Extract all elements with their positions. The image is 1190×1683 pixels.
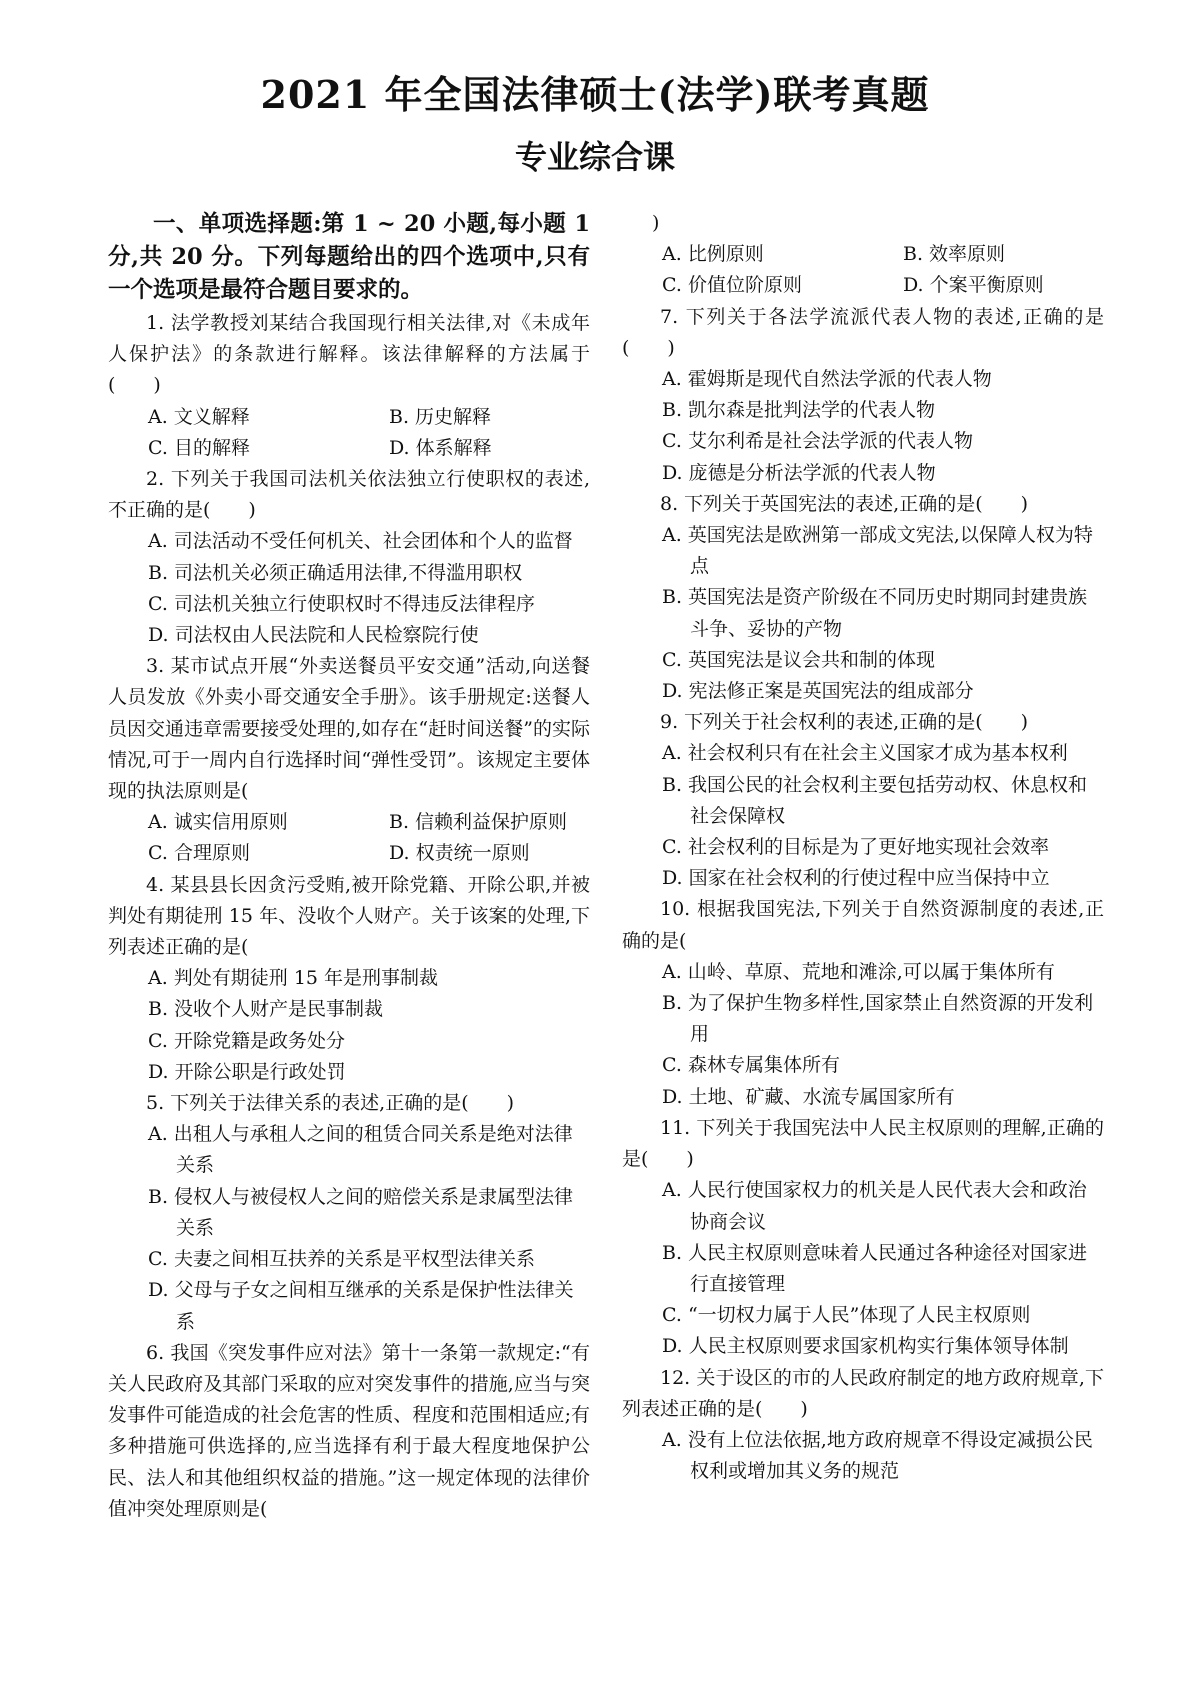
question-9 — [622, 707, 1104, 894]
question-8 — [622, 489, 1104, 707]
option-a[interactable]: A. 出租人与承租人之间的租赁合同关系是绝对法律关系 — [148, 1123, 573, 1177]
option-c[interactable]: C. 开除党籍是政务处分 — [148, 1029, 345, 1052]
question-stem: 12. 关于设区的市的人民政府制定的地方政府规章,下列表述正确的是( ) — [622, 1366, 1104, 1420]
option-c[interactable]: C. 合理原则 — [148, 842, 250, 865]
question-10 — [622, 894, 1104, 1112]
option-d[interactable]: D. 庞德是分析法学派的代表人物 — [662, 461, 936, 484]
question-stem: 9. 下列关于社会权利的表述,正确的是( ) — [660, 711, 1029, 734]
option-b[interactable]: B. 信赖利益保护原则 — [389, 811, 568, 834]
options-row — [108, 402, 590, 433]
option-c[interactable]: C. 艾尔利希是社会法学派的代表人物 — [662, 430, 973, 453]
question-6 — [108, 1338, 590, 1525]
option-d[interactable]: D. 国家在社会权利的行使过程中应当保持中立 — [662, 867, 1050, 890]
question-stem: 3. 某市试点开展“外卖送餐员平安交通”活动,向送餐人员发放《外卖小哥交通安全手册》。该手册规定:送餐人员因交通违章需要接受处理的,如存在“赶时间送餐”的实际情况,可于一周内自行选择时间“弹性受罚”。该规定主要体现的执法原则是( — [108, 655, 590, 803]
option-a[interactable]: A. 司法活动不受任何机关、社会团体和个人的监督 — [148, 530, 573, 553]
option-a[interactable]: A. 文义解释 — [148, 405, 250, 428]
question-1 — [108, 308, 590, 464]
option-b[interactable]: B. 历史解释 — [389, 405, 492, 428]
option-b[interactable]: B. 没收个人财产是民事制裁 — [148, 998, 384, 1021]
option-b[interactable]: B. 凯尔森是批判法学的代表人物 — [662, 399, 936, 422]
option-b[interactable]: B. 英国宪法是资产阶级在不同历史时期同封建贵族斗争、妥协的产物 — [662, 586, 1088, 640]
question-stem: 11. 下列关于我国宪法中人民主权原则的理解,正确的是( ) — [622, 1116, 1104, 1171]
options-row — [108, 807, 590, 838]
question-stem: 5. 下列关于法律关系的表述,正确的是( ) — [146, 1092, 515, 1115]
option-a[interactable]: A. 诚实信用原则 — [148, 811, 288, 834]
option-b[interactable]: B. 侵权人与被侵权人之间的赔偿关系是隶属型法律关系 — [148, 1185, 574, 1239]
question-stem: 4. 某县县长因贪污受贿,被开除党籍、开除公职,并被判处有期徒刑 15 年、没收个人财产。关于该案的处理,下列表述正确的是( — [108, 873, 590, 959]
options-row — [622, 239, 1104, 270]
section-heading: 一、单项选择题:第 1 ~ 20 小题,每小题 1 分,共 20 分。下列每题给出的四个选项中,只有一个选项是最符合题目要求的。 — [108, 211, 590, 303]
option-d[interactable]: D. 人民主权原则要求国家机构实行集体领导体制 — [662, 1335, 1069, 1358]
question-6-continued — [622, 208, 1104, 302]
option-d[interactable]: D. 司法权由人民法院和人民检察院行使 — [148, 624, 479, 647]
question-12 — [622, 1363, 1104, 1488]
option-c[interactable]: C. 社会权利的目标是为了更好地实现社会效率 — [662, 836, 1049, 859]
option-a[interactable]: A. 英国宪法是欧洲第一部成文宪法,以保障人权为特点 — [662, 524, 1093, 578]
option-b[interactable]: B. 我国公民的社会权利主要包括劳动权、休息权和社会保障权 — [662, 773, 1088, 827]
question-stem: 6. 我国《突发事件应对法》第十一条第一款规定:“有关人民政府及其部门采取的应对突发事件的措施,应当与突发事件可能造成的社会危害的性质、程度和范围相适应;有多种措施可供选择的,应当选择有利于最大程度地保护公民、法人和其他组织权益的措施。”这一规定体现的法律价值冲突处理原则是( — [108, 1341, 590, 1520]
question-stem-continued: ) — [652, 212, 660, 234]
question-stem: 7. 下列关于各法学流派代表人物的表述,正确的是( ) — [622, 305, 1104, 359]
option-d[interactable]: D. 土地、矿藏、水流专属国家所有 — [662, 1085, 955, 1108]
question-stem: 8. 下列关于英国宪法的表述,正确的是( ) — [660, 492, 1029, 515]
options-row — [108, 433, 590, 464]
option-a[interactable]: A. 人民行使国家权力的机关是人民代表大会和政治协商会议 — [662, 1179, 1087, 1233]
option-c[interactable]: C. 英国宪法是议会共和制的体现 — [662, 648, 935, 671]
option-c[interactable]: C. 森林专属集体所有 — [662, 1054, 840, 1077]
option-d[interactable]: D. 权责统一原则 — [389, 842, 530, 865]
question-stem: 10. 根据我国宪法,下列关于自然资源制度的表述,正确的是( — [622, 898, 1104, 952]
option-d[interactable]: D. 体系解释 — [389, 436, 492, 459]
option-a[interactable]: A. 判处有期徒刑 15 年是刑事制裁 — [148, 967, 439, 990]
right-column — [622, 208, 1104, 1487]
options-row — [108, 838, 590, 869]
question-stem: 2. 下列关于我国司法机关依法独立行使职权的表述,不正确的是( ) — [108, 468, 590, 522]
question-11 — [622, 1113, 1104, 1363]
left-column — [108, 208, 590, 1525]
question-5 — [108, 1088, 590, 1338]
question-2 — [108, 464, 590, 651]
option-a[interactable]: A. 霍姆斯是现代自然法学派的代表人物 — [662, 368, 992, 391]
question-3 — [108, 651, 590, 869]
page-title: 2021 年全国法律硕士(法学)联考真题 — [260, 72, 930, 117]
option-c[interactable]: C. “一切权力属于人民”体现了人民主权原则 — [662, 1304, 1031, 1327]
option-d[interactable]: D. 开除公职是行政处罚 — [148, 1060, 346, 1083]
options-row — [622, 270, 1104, 301]
option-b[interactable]: B. 人民主权原则意味着人民通过各种途径对国家进行直接管理 — [662, 1241, 1088, 1295]
option-b[interactable]: B. 司法机关必须正确适用法律,不得滥用职权 — [148, 561, 523, 584]
question-4 — [108, 870, 590, 1088]
option-c[interactable]: C. 价值位阶原则 — [662, 274, 802, 297]
option-c[interactable]: C. 夫妻之间相互扶养的关系是平权型法律关系 — [148, 1248, 535, 1271]
option-a[interactable]: A. 没有上位法依据,地方政府规章不得设定减损公民权利或增加其义务的规范 — [662, 1428, 1093, 1483]
question-7 — [622, 302, 1104, 489]
question-stem: 1. 法学教授刘某结合我国现行相关法律,对《未成年人保护法》的条款进行解释。该法律解释的方法属于( ) — [108, 312, 590, 397]
option-a[interactable]: A. 比例原则 — [662, 243, 764, 266]
page-subtitle: 专业综合课 — [514, 138, 675, 176]
option-b[interactable]: B. 为了保护生物多样性,国家禁止自然资源的开发利用 — [662, 992, 1094, 1046]
option-b[interactable]: B. 效率原则 — [903, 243, 1006, 266]
option-d[interactable]: D. 宪法修正案是英国宪法的组成部分 — [662, 680, 974, 703]
option-a[interactable]: A. 山岭、草原、荒地和滩涂,可以属于集体所有 — [662, 960, 1055, 983]
option-d[interactable]: D. 父母与子女之间相互继承的关系是保护性法律关系 — [148, 1279, 574, 1333]
option-c[interactable]: C. 目的解释 — [148, 436, 250, 459]
option-c[interactable]: C. 司法机关独立行使职权时不得违反法律程序 — [148, 592, 535, 615]
option-a[interactable]: A. 社会权利只有在社会主义国家才成为基本权利 — [662, 742, 1068, 765]
option-d[interactable]: D. 个案平衡原则 — [903, 274, 1044, 297]
